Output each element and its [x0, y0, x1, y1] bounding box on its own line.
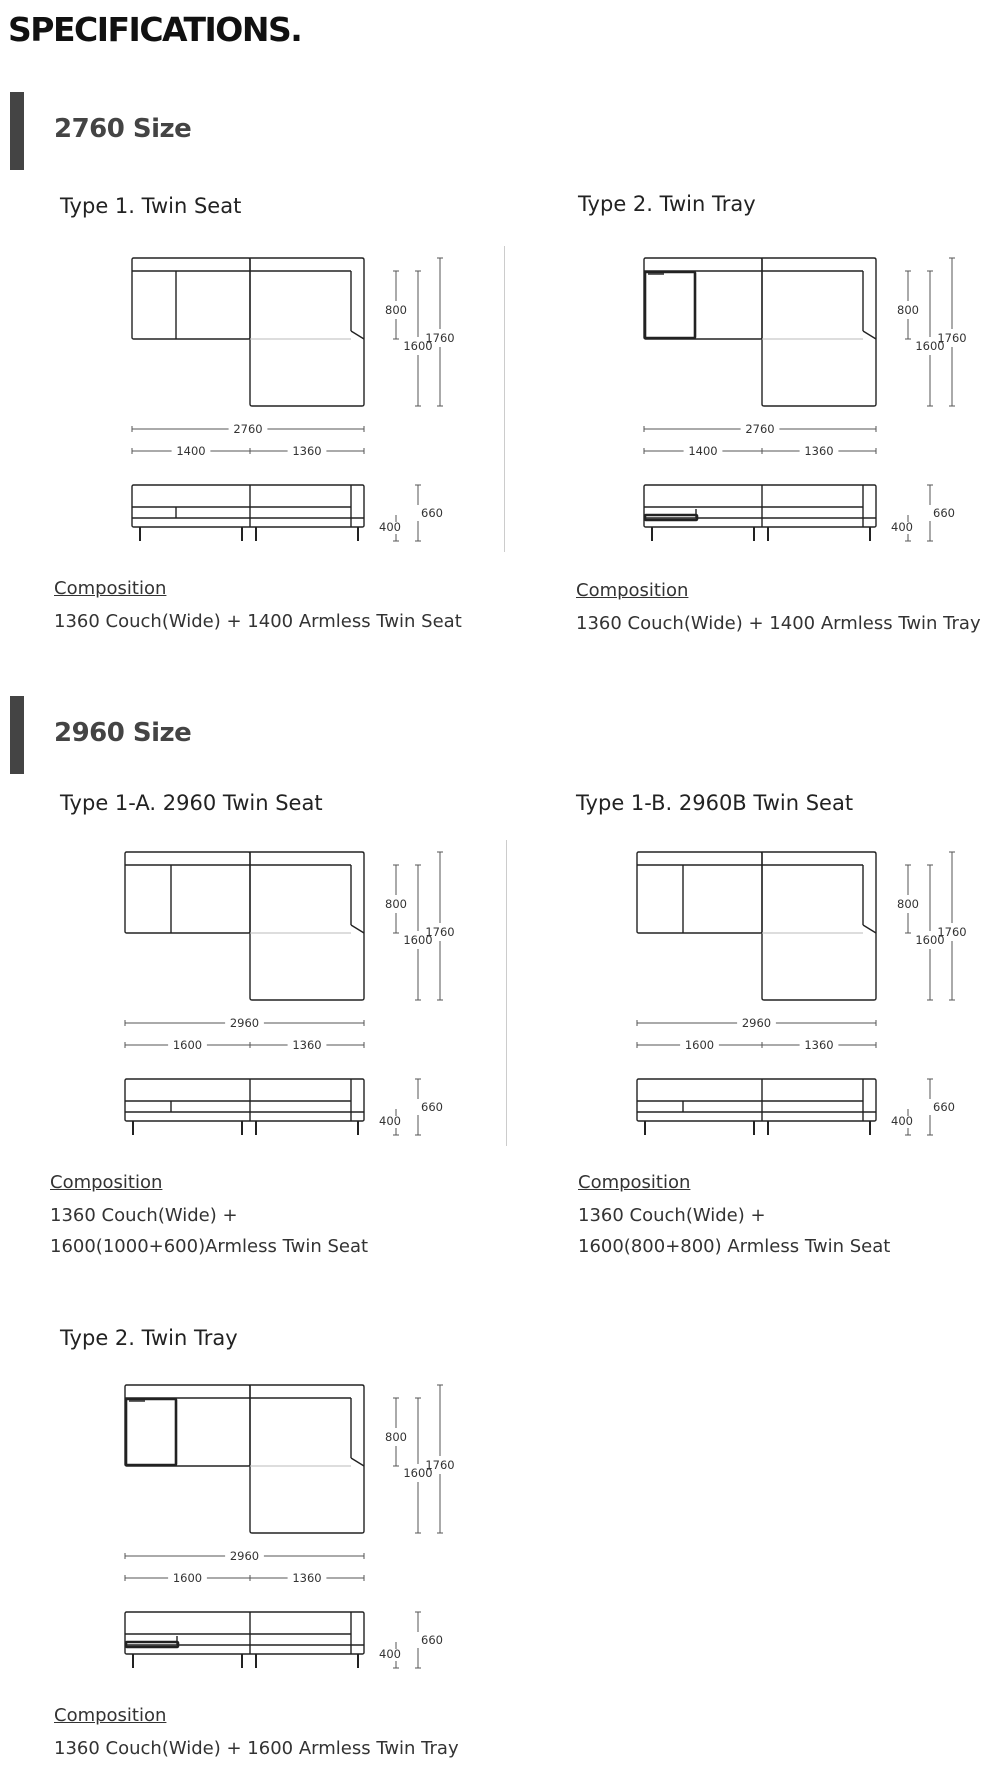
section-marker — [10, 92, 24, 170]
dimension-label: 2760 — [233, 422, 263, 436]
composition-line: 1600(1000+600)Armless Twin Seat — [50, 1236, 369, 1257]
type-title: Type 1-B. 2960B Twin Seat — [576, 791, 854, 815]
dimension-label: 660 — [421, 506, 443, 520]
dimension-label: 1600 — [403, 339, 433, 353]
page-title: SPECIFICATIONS. — [8, 10, 302, 49]
section-title-2960: 2960 Size — [54, 718, 192, 748]
plan-left-module — [125, 852, 250, 933]
composition-line: 1360 Couch(Wide) + 1400 Armless Twin Tray — [576, 613, 981, 634]
dimension-label: 1600 — [403, 1466, 433, 1480]
sofa-technical-drawing — [634, 248, 1000, 548]
dimension-label: 1600 — [915, 339, 945, 353]
dimension-label: 800 — [385, 897, 407, 911]
dimension-label: 1600 — [684, 1038, 715, 1052]
plan-left-module — [132, 258, 250, 339]
sofa-technical-drawing — [115, 842, 494, 1142]
dimension-label: 400 — [379, 1647, 401, 1661]
dimension-label: 1400 — [688, 444, 718, 458]
composition-line: 1360 Couch(Wide) + 1400 Armless Twin Seat — [54, 611, 462, 632]
drawing-group — [132, 258, 455, 541]
dimension-label: 1400 — [176, 444, 206, 458]
dimension-label: 2960 — [229, 1549, 260, 1563]
dimension-label: 1760 — [937, 925, 967, 939]
dimension-label: 2760 — [745, 422, 775, 436]
dimension-label: 800 — [385, 1430, 407, 1444]
composition-text — [578, 1200, 890, 1262]
composition-line: 1600(800+800) Armless Twin Seat — [578, 1236, 891, 1257]
dimension-label: 1360 — [292, 1038, 322, 1052]
drawing-group — [644, 258, 967, 541]
dimension-label: 1360 — [804, 1038, 834, 1052]
plan-couch-module — [762, 258, 876, 406]
section-marker — [10, 696, 24, 774]
composition-label: Composition — [50, 1172, 163, 1193]
sofa-technical-drawing — [627, 842, 1000, 1142]
composition-label: Composition — [578, 1172, 691, 1193]
dimension-label: 660 — [933, 1100, 955, 1114]
dimension-label: 2960 — [741, 1016, 772, 1030]
plan-left-module — [125, 1385, 250, 1466]
plan-couch-arm-end — [351, 1458, 364, 1466]
plan-couch-module — [762, 852, 876, 1000]
composition-line: 1360 Couch(Wide) + 1600 Armless Twin Tray — [54, 1738, 459, 1759]
plan-couch-module — [250, 258, 364, 406]
plan-couch-module — [250, 852, 364, 1000]
plan-couch-arm-end — [351, 331, 364, 339]
dimension-label: 1600 — [172, 1038, 203, 1052]
drawing-group — [125, 1385, 455, 1668]
column-divider — [504, 246, 505, 552]
dimension-label: 660 — [421, 1633, 443, 1647]
composition-text — [576, 608, 981, 639]
dimension-label: 400 — [891, 1114, 913, 1128]
type-title: Type 2. Twin Tray — [60, 1326, 238, 1350]
type-title: Type 1. Twin Seat — [60, 194, 242, 218]
composition-label: Composition — [54, 1705, 167, 1726]
dimension-label: 660 — [421, 1100, 443, 1114]
composition-label: Composition — [54, 578, 167, 599]
plan-couch-module — [250, 1385, 364, 1533]
dimension-label: 800 — [385, 303, 407, 317]
type-title: Type 2. Twin Tray — [578, 192, 756, 216]
sofa-technical-drawing — [122, 248, 494, 548]
elevation-body — [132, 485, 364, 527]
section-title-2760: 2760 Size — [54, 114, 192, 144]
dimension-label: 1760 — [425, 925, 455, 939]
dimension-label: 1360 — [292, 1571, 322, 1585]
plan-tray-module — [645, 272, 695, 338]
elevation-body — [125, 1079, 364, 1121]
column-divider — [506, 840, 507, 1146]
dimension-label: 1360 — [804, 444, 834, 458]
dimension-label: 400 — [379, 520, 401, 534]
composition-text — [54, 606, 462, 637]
type-title: Type 1-A. 2960 Twin Seat — [60, 791, 323, 815]
drawing-group — [637, 852, 967, 1135]
plan-left-module — [637, 852, 762, 933]
dimension-label: 1760 — [425, 1458, 455, 1472]
drawing-group — [125, 852, 455, 1135]
dimension-label: 1360 — [292, 444, 322, 458]
dimension-label: 800 — [897, 897, 919, 911]
dimension-label: 660 — [933, 506, 955, 520]
plan-couch-arm-end — [863, 925, 876, 933]
dimension-label: 1760 — [425, 331, 455, 345]
dimension-label: 1600 — [403, 933, 433, 947]
dimension-label: 800 — [897, 303, 919, 317]
dimension-label: 1760 — [937, 331, 967, 345]
composition-line: 1360 Couch(Wide) + — [578, 1205, 766, 1226]
dimension-label: 1600 — [915, 933, 945, 947]
composition-text — [54, 1733, 459, 1764]
plan-couch-arm-end — [863, 331, 876, 339]
dimension-label: 400 — [379, 1114, 401, 1128]
elevation-body — [637, 1079, 876, 1121]
dimension-label: 2960 — [229, 1016, 260, 1030]
dimension-label: 400 — [891, 520, 913, 534]
plan-left-module — [644, 258, 762, 339]
plan-couch-arm-end — [351, 925, 364, 933]
plan-tray-module — [126, 1399, 176, 1465]
dimension-label: 1600 — [172, 1571, 203, 1585]
sofa-technical-drawing — [115, 1375, 494, 1675]
composition-text — [50, 1200, 368, 1262]
composition-line: 1360 Couch(Wide) + — [50, 1205, 238, 1226]
composition-label: Composition — [576, 580, 689, 601]
